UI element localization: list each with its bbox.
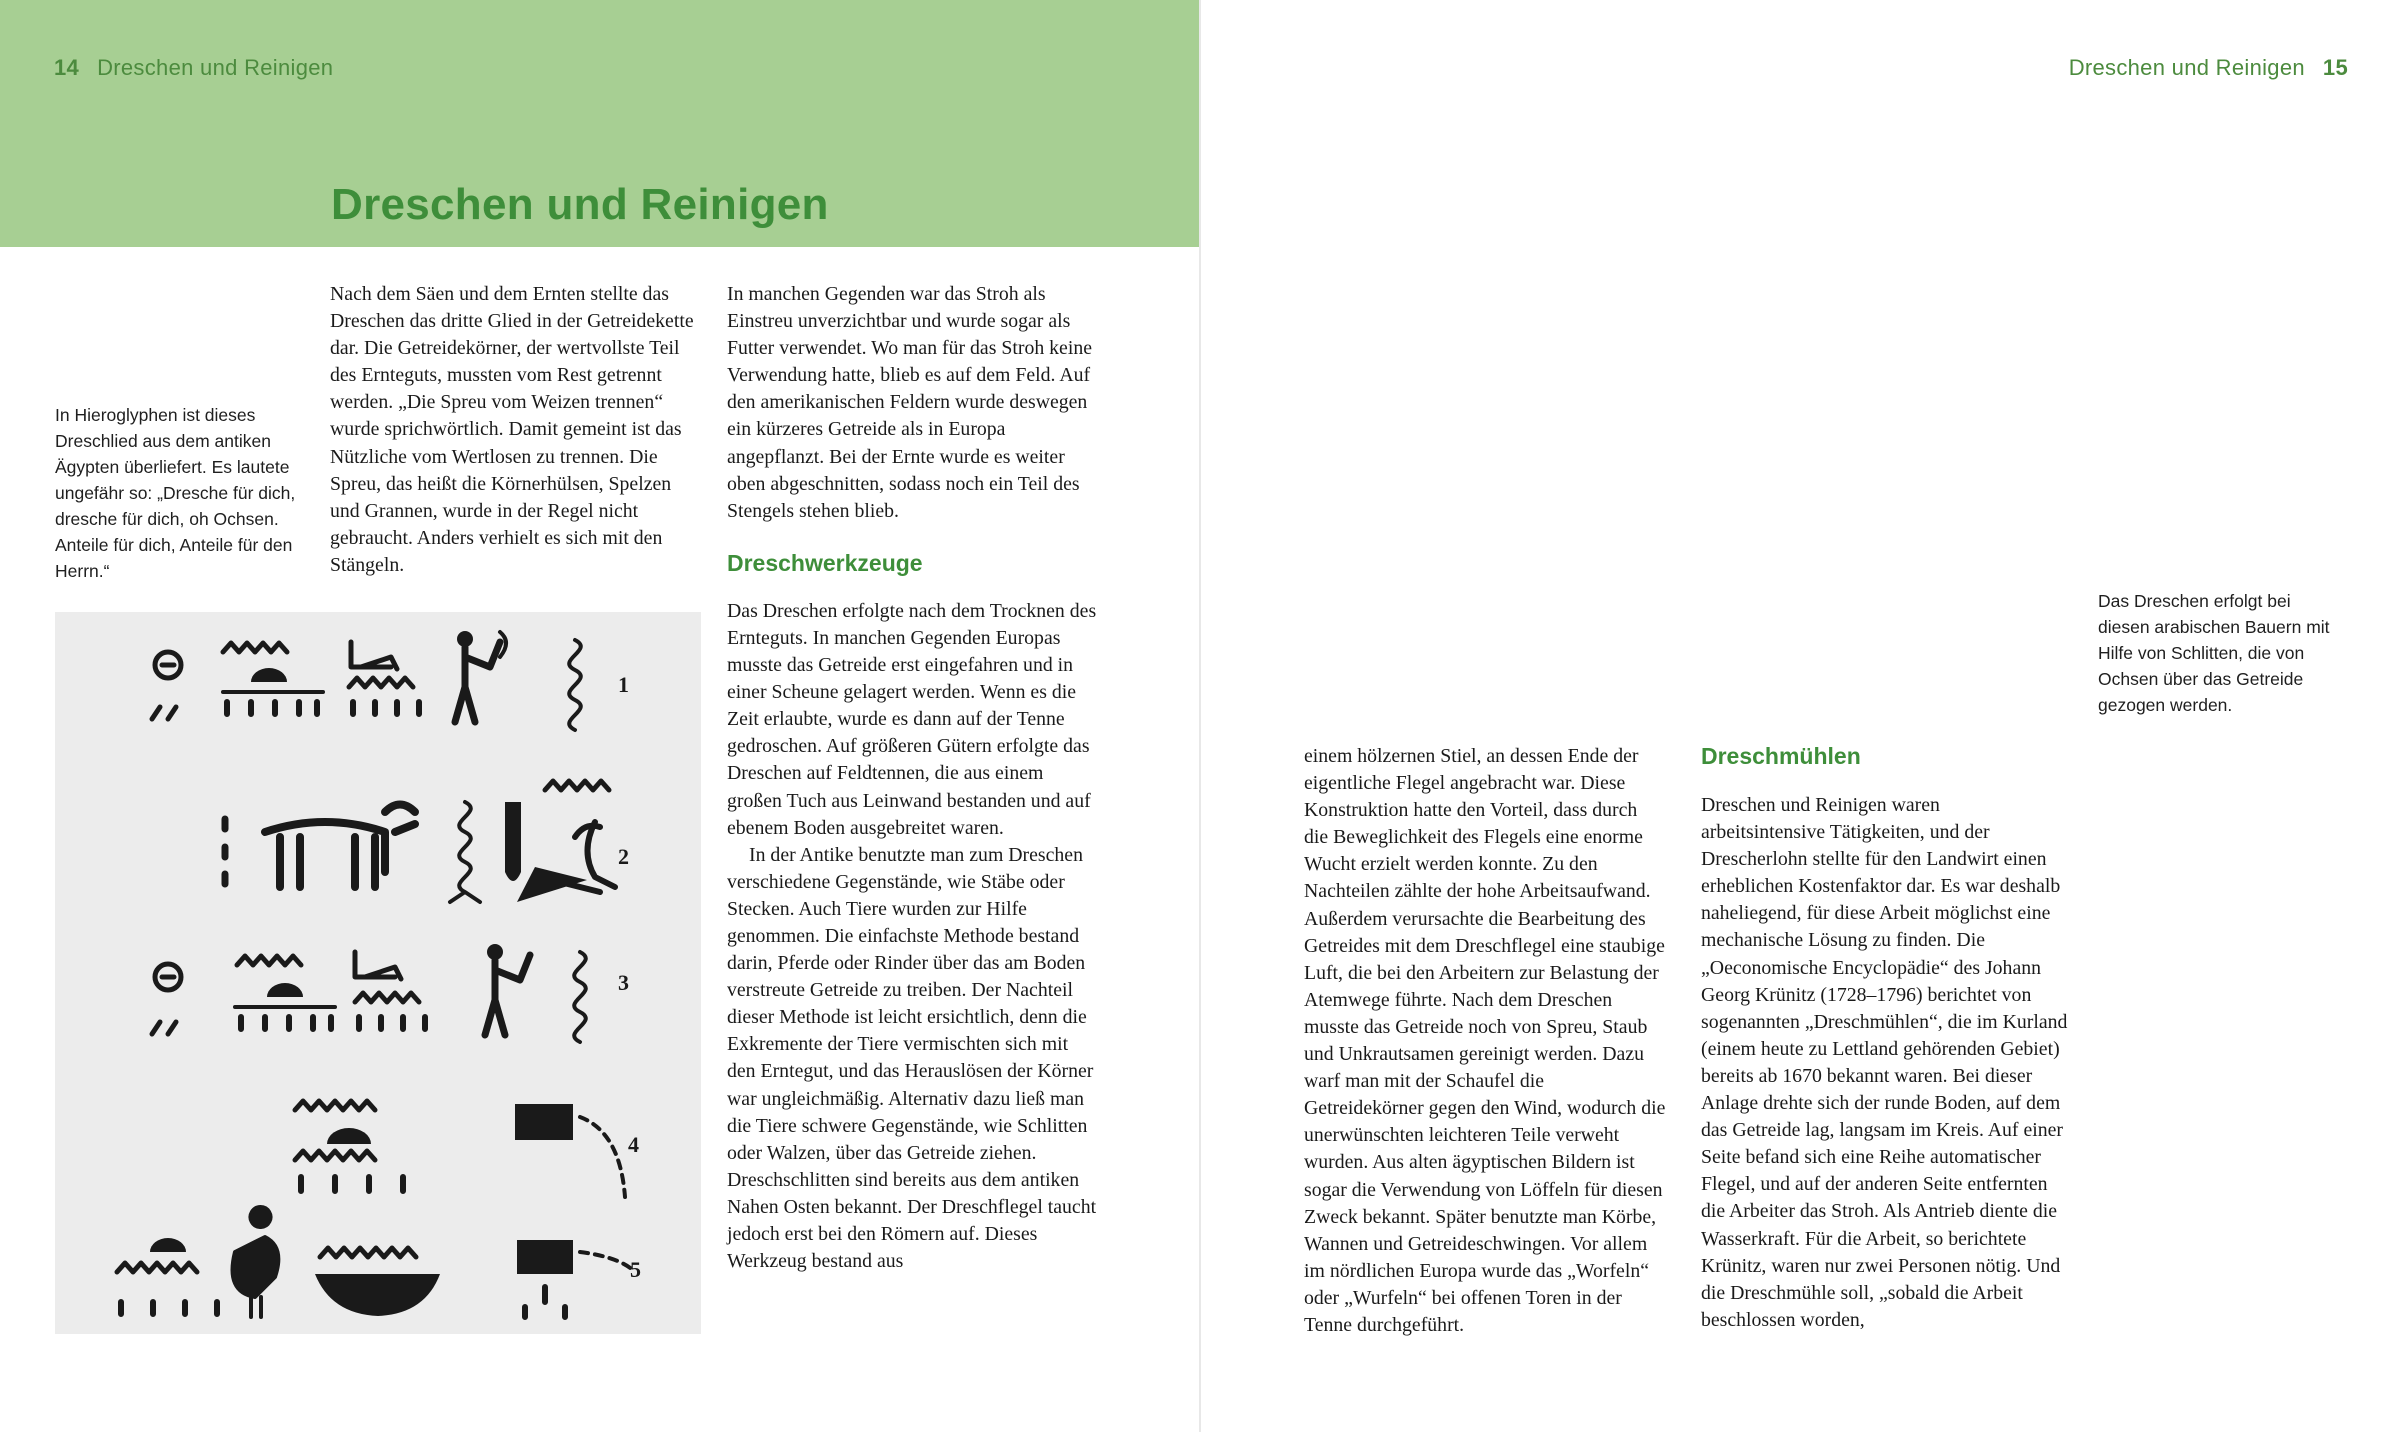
page-number: 15 xyxy=(2322,55,2348,80)
right-page-header xyxy=(2069,55,2348,81)
left-page xyxy=(0,0,1199,1432)
hieroglyph-figure xyxy=(55,612,701,1334)
left-text-column-1 xyxy=(330,281,694,579)
row-number: 4 xyxy=(628,1132,639,1157)
hieroglyph-illustration xyxy=(55,612,701,1334)
right-text-column-2 xyxy=(1701,741,2069,1334)
chapter-title: Dreschen und Reinigen xyxy=(331,180,829,229)
paragraph: In der Antike benutzte man zum Dreschen verschiedene Gegenstände, wie Stäbe oder Stecken. Auch Tiere wurden zur Hilfe genommen. Die einfachste Methode bestand darin, Pferde oder Rinder über das am Boden verstreute Getreide zu treiben. Der Nachteil dieser Methode ist leicht ersichtlich, denn die Exkremente der Tiere vermischten sich mit den Erntegut, und das Herauslösen der Körner war ungleichmäßig. Alternativ dazu ließ man die Tiere schwere Gegenstände, wie Schlitten oder Walzen, über das Getreide ziehen. Dreschschlitten sind bereits aus dem antiken Nahen Osten bekannt. Der Dreschflegel taucht jedoch erst bei den Römern auf. Dieses Werkzeug bestand aus xyxy=(727,843,1097,1273)
running-head: Dreschen und Reinigen xyxy=(2068,55,2305,80)
paragraph: Nach dem Säen und dem Ernten stellte das Dreschen das dritte Glied in der Getreidekette dar. Die Getreidekörner, der wertvollste Teil des Ernteguts, mussten vom Rest getrennt werden. „Die Spreu vom Weizen trennen“ wurde sprichwörtlich. Damit gemeint ist das Nützliche vom Wertlosen zu trennen. Die Spreu, das heißt die Körnerhülsen, Spelzen und Grannen, wurde in der Regel nicht gebraucht. Anders verhielt es sich mit den Stängeln. xyxy=(330,283,694,576)
row-number: 3 xyxy=(618,970,629,995)
paragraph: Dreschen und Reinigen waren arbeitsintensive Tätigkeiten, und der Drescherlohn stellte für den Landwirt einen erheblichen Kostenfaktor dar. Es war deshalb naheliegend, für diese Arbeit möglichst eine mechanische Lösung zu finden. Die „Oeconomische Encyclopädie“ des Johann Georg Krünitz (1728–1796) berichtet von sogenannten „Dreschmühlen“, die im Kurland (einem heute zu Lettland gehörenden Gebiet) bereits ab 1670 bekannt waren. Bei dieser Anlage drehte sich der runde Boden, auf dem das Getreide lag, langsam im Kreis. Auf einer Seite befand sich eine Reihe automatischer Flegel, und auf der anderen Seite entfernten die Arbeiter das Stroh. Als Antrieb diente die Wasserkraft. Für die Arbeit, so berichtete Krünitz, waren nur zwei Personen nötig. Und die Dreschmühle soll, „sobald die Arbeit beschlossen worden, xyxy=(1701,794,2068,1331)
paragraph: In manchen Gegenden war das Stroh als Einstreu unverzichtbar und wurde sogar als Futter verwendet. Wo man für das Stroh keine Verwendung hatte, blieb es auf dem Feld. Auf den amerikanischen Feldern wurde deswegen ein kürzeres Getreide als in Europa angepflanzt. Bei der Ernte wurde es weiter oben abgeschnitten, sodass noch ein Teil des Stengels stehen blieb. xyxy=(727,283,1093,522)
row-number: 5 xyxy=(630,1257,641,1282)
left-text-column-2 xyxy=(727,281,1099,1275)
hieroglyph-caption: In Hieroglyphen ist dieses Dreschlied aus dem antiken Ägypten überliefert. Es lautete ungefähr so: „Dresche für dich, dresche für dich, oh Ochsen. Anteile für dich, Anteile für den Herrn.“ xyxy=(55,405,296,581)
row-number: 2 xyxy=(618,844,629,869)
right-text-column-1 xyxy=(1304,743,1666,1339)
paragraph: einem hölzernen Stiel, an dessen Ende der eigentliche Flegel angebracht war. Diese Konstruktion hatte den Vorteil, dass durch die Beweglichkeit des Flegels eine enorme Wucht erzielt werden konnte. Zu den Nachteilen zählte der hohe Arbeitsaufwand. Außerdem verursachte die Bearbeitung des Getreides mit dem Dreschflegel eine staubige Luft, die bei den Arbeitern zur Belastung der Atemwege führte. Nach dem Dreschen musste das Getreide noch von Spreu, Staub und Unkrautsamen gereinigt werden. Dazu warf man mit der Schaufel die Getreidekörner gegen den Wind, wodurch die unerwünschten leichteren Teile verweht wurden. Aus alten ägyptischen Bildern ist sogar die Verwendung von Löffeln für diesen Zweck bekannt. Später benutzte man Körbe, Wannen und Getreideschwingen. Vor allem im nördlichen Europa wurde das „Worfeln“ oder „Wurfeln“ bei offenen Toren in der Tenne durchgeführt. xyxy=(1304,745,1666,1336)
paragraph: Das Dreschen erfolgte nach dem Trocknen des Ernteguts. In manchen Gegenden Europas musste das Getreide erst eingefahren und in einer Scheune gelagert werden. Wenn es die Zeit erlaubte, wurde es dann auf der Tenne gedroschen. Auf größeren Gütern erfolgte das Dreschen auf Feldtennen, die aus einem großen Tuch aus Leinwand bestanden und auf ebenem Boden ausgebreitet waren. xyxy=(727,599,1097,839)
left-page-header xyxy=(54,55,333,81)
right-page xyxy=(1201,0,2400,1432)
row-number: 1 xyxy=(618,672,629,697)
page-number: 14 xyxy=(54,55,80,80)
section-heading: Dreschwerkzeuge xyxy=(727,549,923,576)
section-heading: Dreschmühlen xyxy=(1701,743,1861,769)
photo-caption: Das Dreschen erfolgt bei diesen arabischen Bauern mit Hilfe von Schlitten, die von Ochsen über das Getreide gezogen werden. xyxy=(2098,591,2330,715)
running-head: Dreschen und Reinigen xyxy=(97,55,334,80)
